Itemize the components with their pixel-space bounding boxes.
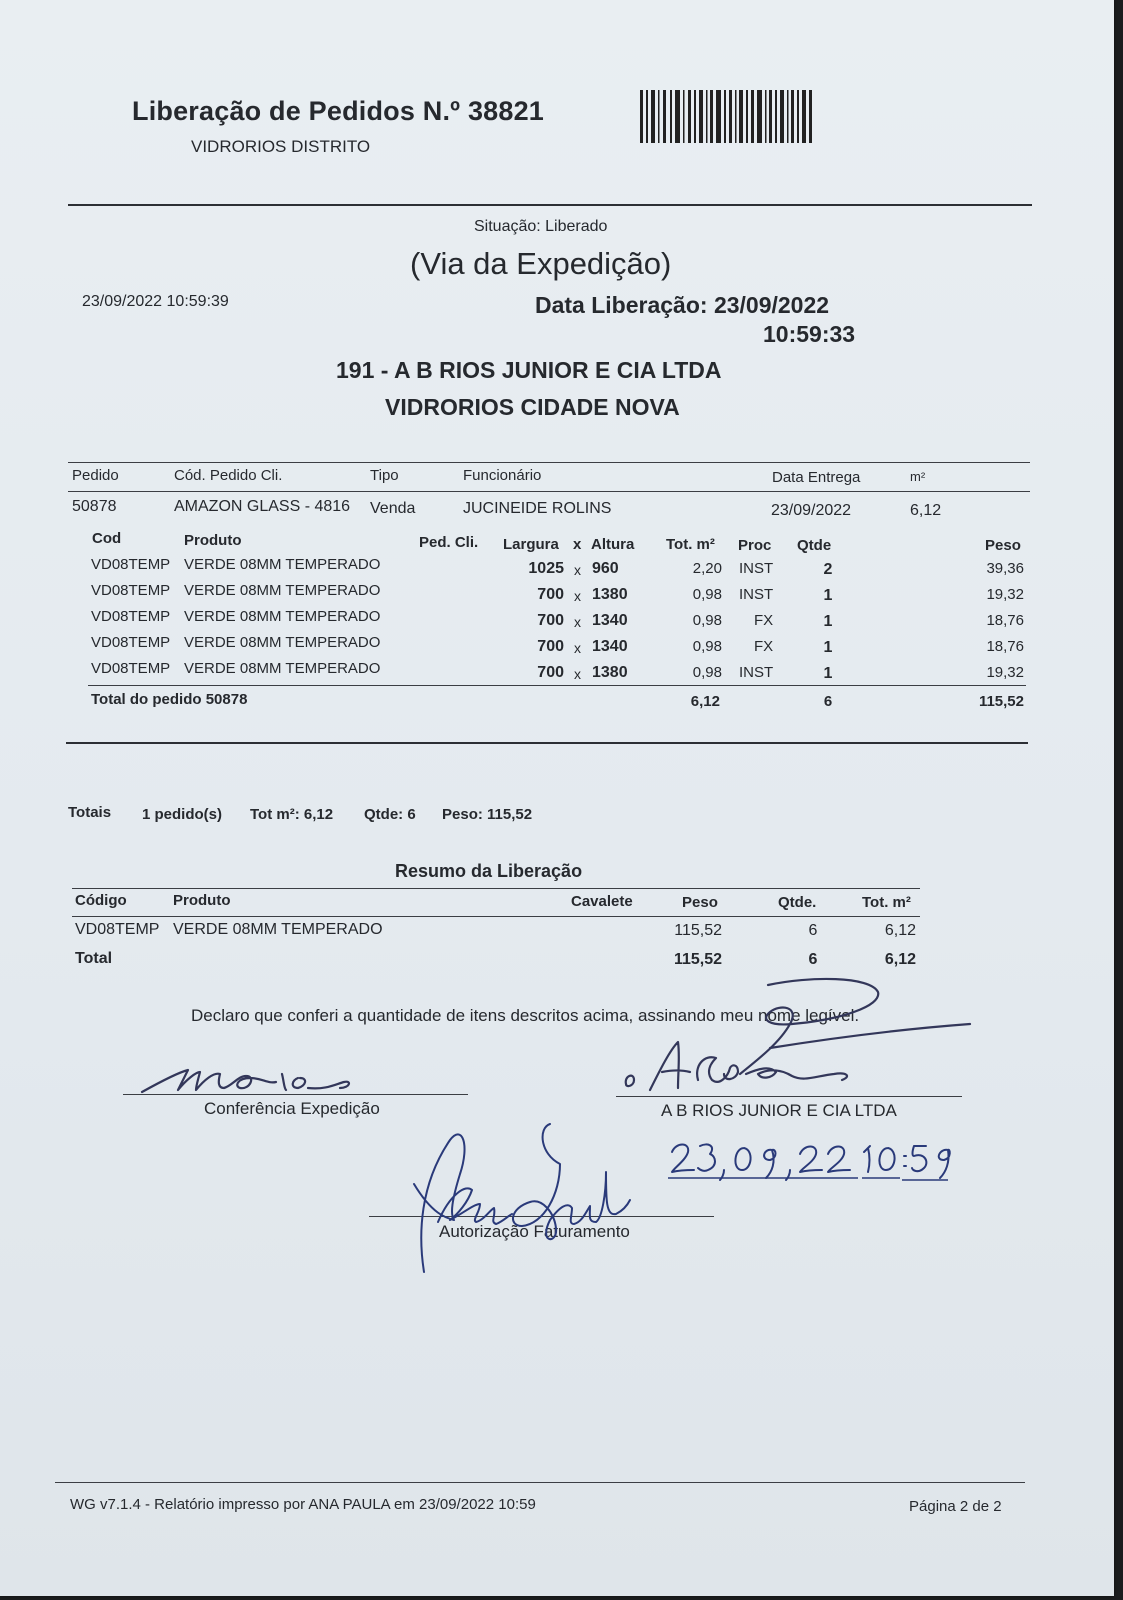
totais-label: Totais [68, 804, 112, 821]
items-col-peso: Peso [985, 537, 1021, 554]
pedido-total-m2: 6,12 [690, 693, 720, 710]
resumo-col-qtde: Qtde. [778, 894, 817, 911]
copy-type: (Via da Expedição) [410, 246, 672, 281]
resumo-col-cavalete: Cavalete [571, 893, 633, 910]
client-name: 191 - A B RIOS JUNIOR E CIA LTDA [336, 357, 722, 383]
item-proc: FX [754, 638, 774, 655]
col-cod-pedido-cli: Cód. Pedido Cli. [174, 467, 283, 484]
item-proc: INST [739, 586, 774, 603]
item-qtde: 1 [823, 665, 833, 682]
item-tot-m2: 0,98 [692, 586, 722, 603]
totais-qtde: Qtde: 6 [364, 806, 416, 823]
item-cod: VD08TEMP [91, 582, 171, 599]
item-x: x [574, 666, 581, 682]
col-funcionario: Funcionário [463, 467, 542, 484]
item-peso: 39,36 [986, 560, 1024, 577]
item-peso: 18,76 [986, 612, 1024, 629]
resumo-col-produto: Produto [173, 892, 231, 909]
footer-divider [55, 1482, 1025, 1483]
barcode [640, 90, 812, 143]
autorizacao-signature [410, 1124, 630, 1274]
item-altura: 1340 [592, 638, 628, 655]
footer-print-info: WG v7.1.4 - Relatório impresso por ANA PAULA em 23/09/2022 10:59 [70, 1496, 536, 1513]
item-tot-m2: 2,20 [692, 560, 722, 577]
item-x: x [574, 562, 581, 578]
item-peso: 19,32 [986, 664, 1024, 681]
resumo-header-divider [72, 916, 920, 917]
page-number: Página 2 de 2 [909, 1498, 1002, 1515]
item-produto: VERDE 08MM TEMPERADO [184, 556, 381, 573]
col-tipo: Tipo [370, 467, 399, 484]
resumo-col-tot-m2: Tot. m² [862, 894, 911, 911]
client-signature [620, 980, 970, 1100]
item-produto: VERDE 08MM TEMPERADO [184, 608, 381, 625]
items-col-largura: Largura [503, 536, 559, 553]
item-proc: FX [754, 612, 774, 629]
pedido-number: 50878 [72, 498, 117, 515]
col-pedido: Pedido [72, 467, 119, 484]
client-signature-label: A B RIOS JUNIOR E CIA LTDA [661, 1101, 897, 1120]
pedido-total-peso: 115,52 [978, 693, 1024, 710]
pedido-bottom-divider [66, 742, 1028, 744]
pedido-total-label: Total do pedido 50878 [91, 691, 248, 708]
item-tot-m2: 0,98 [692, 664, 722, 681]
item-qtde: 1 [823, 587, 833, 604]
item-peso: 19,32 [986, 586, 1024, 603]
totais-m2: Tot m²: 6,12 [250, 806, 334, 823]
declaration-text: Declaro que conferi a quantidade de itens descritos acima, assinando meu nome legível. [191, 1006, 860, 1025]
print-datetime: 23/09/2022 10:59:39 [82, 293, 229, 310]
release-time: 10:59:33 [763, 321, 856, 347]
items-col-qtde: Qtde [797, 537, 832, 554]
company-name: VIDRORIOS DISTRITO [191, 137, 371, 156]
item-altura: 1340 [592, 612, 628, 629]
item-largura: 700 [537, 664, 564, 681]
pedido-tipo: Venda [370, 500, 416, 517]
item-largura: 700 [537, 638, 564, 655]
autorizacao-label: Autorização Faturamento [439, 1222, 630, 1241]
pedido-data-entrega: 23/09/2022 [771, 502, 852, 519]
pedido-top-divider [68, 462, 1030, 463]
resumo-produto: VERDE 08MM TEMPERADO [173, 921, 383, 938]
items-col-cod: Cod [92, 530, 122, 547]
item-x: x [574, 614, 581, 630]
item-altura: 1380 [592, 664, 628, 681]
item-qtde: 1 [823, 613, 833, 630]
resumo-col-codigo: Código [75, 892, 127, 909]
resumo-total-m2: 6,12 [884, 951, 916, 968]
client-store: VIDRORIOS CIDADE NOVA [385, 394, 680, 420]
items-total-divider [88, 685, 1026, 686]
item-produto: VERDE 08MM TEMPERADO [184, 634, 381, 651]
pedido-total-qtde: 6 [823, 693, 833, 710]
item-altura: 960 [592, 560, 619, 577]
handwritten-datetime [668, 1140, 948, 1182]
item-tot-m2: 0,98 [692, 612, 722, 629]
item-qtde: 1 [823, 639, 833, 656]
col-data-entrega: Data Entrega [772, 469, 861, 486]
items-col-ped-cli: Ped. Cli. [419, 534, 479, 551]
item-produto: VERDE 08MM TEMPERADO [184, 660, 381, 677]
item-produto: VERDE 08MM TEMPERADO [184, 582, 381, 599]
release-date: Data Liberação: 23/09/2022 [535, 292, 830, 318]
resumo-total-qtde: 6 [808, 951, 818, 968]
item-altura: 1380 [592, 586, 628, 603]
item-cod: VD08TEMP [91, 608, 171, 625]
item-proc: INST [739, 664, 774, 681]
item-proc: INST [739, 560, 774, 577]
pedido-cod-cli: AMAZON GLASS - 4816 [174, 498, 351, 515]
item-largura: 700 [537, 612, 564, 629]
resumo-title: Resumo da Liberação [395, 861, 583, 881]
header-divider [68, 204, 1032, 206]
item-largura: 1025 [528, 560, 564, 577]
items-col-tot-m2: Tot. m² [666, 536, 715, 553]
col-m2: m² [910, 469, 926, 484]
items-col-altura: Altura [591, 536, 635, 553]
item-largura: 700 [537, 586, 564, 603]
items-col-proc: Proc [738, 537, 772, 554]
totais-peso: Peso: 115,52 [442, 806, 533, 823]
conferencia-signature [140, 1060, 370, 1100]
conferencia-label: Conferência Expedição [204, 1099, 380, 1118]
resumo-tot-m2: 6,12 [884, 922, 916, 939]
totais-pedidos: 1 pedido(s) [142, 806, 223, 823]
resumo-top-divider [72, 888, 920, 889]
resumo-total-label: Total [75, 950, 113, 967]
item-peso: 18,76 [986, 638, 1024, 655]
resumo-qtde: 6 [808, 922, 818, 939]
resumo-total-peso: 115,52 [673, 951, 722, 968]
status-text: Situação: Liberado [474, 218, 608, 235]
resumo-peso: 115,52 [674, 922, 722, 939]
pedido-m2: 6,12 [910, 502, 942, 519]
item-cod: VD08TEMP [91, 556, 171, 573]
item-tot-m2: 0,98 [692, 638, 722, 655]
pedido-header-divider [68, 491, 1030, 492]
pedido-funcionario: JUCINEIDE ROLINS [463, 500, 612, 517]
items-col-produto: Produto [184, 532, 242, 549]
document-title: Liberação de Pedidos N.º 38821 [132, 96, 545, 126]
item-x: x [574, 640, 581, 656]
item-qtde: 2 [823, 561, 833, 578]
items-col-x: x [573, 536, 582, 553]
resumo-codigo: VD08TEMP [75, 921, 160, 938]
item-x: x [574, 588, 581, 604]
resumo-col-peso: Peso [682, 894, 718, 911]
item-cod: VD08TEMP [91, 634, 171, 651]
item-cod: VD08TEMP [91, 660, 171, 677]
